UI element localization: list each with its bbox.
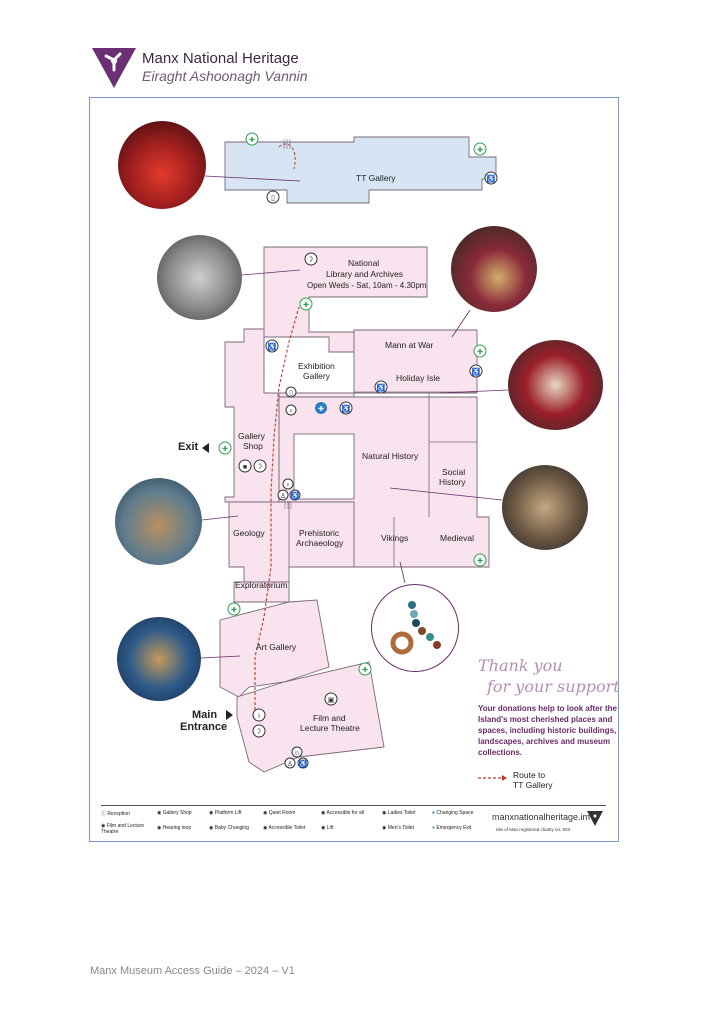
film-lecture-icon bbox=[325, 693, 337, 705]
platform-lift-icon bbox=[470, 365, 482, 377]
room-library-hours: Open Weds - Sat, 10am - 4.30pm bbox=[307, 281, 427, 290]
room-tt-gallery: TT Gallery bbox=[356, 173, 396, 183]
room-exhibition-line1: Exhibition bbox=[298, 361, 335, 371]
svg-text:✚: ✚ bbox=[222, 446, 228, 453]
baby-changing-icon bbox=[278, 490, 288, 500]
lift-icon bbox=[286, 387, 296, 397]
baby-changing-icon bbox=[285, 758, 295, 768]
svg-text:■: ■ bbox=[242, 464, 248, 471]
reception-icon bbox=[253, 709, 265, 721]
legend-divider bbox=[101, 805, 606, 806]
svg-text:✚: ✚ bbox=[303, 302, 309, 309]
room-natural-history: Natural History bbox=[362, 451, 419, 461]
svg-text:ʔ: ʔ bbox=[257, 729, 261, 736]
svg-text:✚: ✚ bbox=[249, 137, 255, 144]
room-social-history-line2: History bbox=[439, 477, 466, 487]
room-mann-at-war: Mann at War bbox=[385, 340, 434, 350]
accessible-toilet-icon bbox=[340, 402, 352, 414]
emergency-exit-icon bbox=[219, 442, 231, 454]
exit-label: Exit bbox=[178, 441, 199, 453]
svg-text:▯: ▯ bbox=[271, 195, 275, 202]
legend-ladies-toilet: ◉ Ladies Toilet bbox=[382, 810, 416, 816]
room-prehistoric-line2: Archaeology bbox=[296, 538, 344, 548]
emergency-exit-icon bbox=[359, 663, 371, 675]
svg-text:♿: ♿ bbox=[471, 369, 481, 376]
room-vikings: Vikings bbox=[381, 533, 409, 543]
legend-charity: Isle of Man registered charity no. 603 bbox=[496, 827, 571, 832]
ladies-toilet-icon bbox=[286, 405, 296, 415]
svg-text:▯: ▯ bbox=[289, 390, 293, 397]
room-social-history-line1: Social bbox=[442, 467, 466, 477]
svg-text:♿: ♿ bbox=[341, 406, 351, 413]
svg-text:✚: ✚ bbox=[477, 349, 483, 356]
svg-text:✚: ✚ bbox=[231, 607, 237, 614]
svg-text:♿: ♿ bbox=[376, 385, 386, 392]
svg-text:♿: ♿ bbox=[486, 176, 496, 183]
accessible-toilet-icon bbox=[298, 758, 308, 768]
room-medieval: Medieval bbox=[440, 533, 475, 543]
svg-text:i: i bbox=[258, 713, 260, 720]
lift-icon bbox=[267, 191, 279, 203]
emergency-exit-icon bbox=[228, 603, 240, 615]
svg-text:✚: ✚ bbox=[477, 558, 483, 565]
svg-text:♀: ♀ bbox=[285, 482, 291, 489]
svg-text:☺: ☺ bbox=[293, 750, 301, 757]
legend-mens-toilet: ◉ Men's Toilet bbox=[382, 825, 414, 831]
hearing-loop-icon bbox=[254, 460, 266, 472]
hearing-loop-icon bbox=[253, 725, 265, 737]
main-entrance-line1: Main bbox=[192, 709, 218, 721]
svg-text:✚: ✚ bbox=[318, 406, 324, 413]
legend-emergency-exit: ● Emergency Exit bbox=[432, 825, 472, 831]
hearing-loop-icon bbox=[305, 253, 317, 265]
thank-you-line1: Thank you bbox=[478, 656, 563, 675]
route-legend-line2: TT Gallery bbox=[513, 780, 553, 790]
svg-text:♙: ♙ bbox=[286, 761, 294, 768]
thank-you-line2: for your support bbox=[487, 677, 620, 696]
route-legend-line1: Route to bbox=[513, 770, 546, 780]
room-exploratorium: Exploratorium bbox=[235, 580, 288, 590]
room-prehistoric-line1: Prehistoric bbox=[299, 528, 340, 538]
room-film-line2: Lecture Theatre bbox=[300, 723, 360, 733]
legend-accessible-for-all: ◉ Accessible for all bbox=[321, 810, 364, 816]
platform-lift-icon bbox=[375, 381, 387, 393]
svg-text:✚: ✚ bbox=[362, 667, 368, 674]
emergency-exit-icon bbox=[246, 133, 258, 145]
svg-text:ʔ: ʔ bbox=[258, 464, 262, 471]
platform-lift-icon bbox=[266, 340, 278, 352]
gallery-shop-icon bbox=[239, 460, 251, 472]
room-geology: Geology bbox=[233, 528, 265, 538]
svg-text:♀: ♀ bbox=[288, 408, 294, 415]
room-gallery-shop-line1: Gallery bbox=[238, 431, 265, 441]
svg-text:♿: ♿ bbox=[298, 761, 308, 768]
room-library-line2: Library and Archives bbox=[326, 269, 404, 279]
svg-text:▣: ▣ bbox=[327, 697, 335, 704]
quiet-room-icon bbox=[292, 747, 302, 757]
svg-text:ʔ: ʔ bbox=[309, 257, 313, 264]
emergency-exit-icon bbox=[474, 143, 486, 155]
room-library-line1: National bbox=[348, 258, 380, 268]
legend bbox=[101, 810, 481, 838]
svg-text:✚: ✚ bbox=[477, 147, 483, 154]
svg-text:♿: ♿ bbox=[290, 493, 300, 500]
main-entrance-line2: Entrance bbox=[180, 721, 228, 733]
room-film-line1: Film and bbox=[313, 713, 346, 723]
legend-hearing-loop: ◉ Hearing loop bbox=[157, 825, 192, 831]
emergency-exit-icon bbox=[474, 554, 486, 566]
accessible-toilet-icon bbox=[290, 490, 300, 500]
legend-quiet-room: ◉ Quiet Room bbox=[263, 810, 296, 816]
legend-changing-space: ● Changing Space bbox=[432, 810, 474, 816]
legend-platform-lift: ◉ Platform Lift bbox=[209, 810, 242, 816]
legend-lift: ◉ Lift bbox=[321, 825, 334, 831]
room-exhibition-line2: Gallery bbox=[303, 371, 330, 381]
changing-space-icon bbox=[315, 402, 327, 414]
svg-text:♙: ♙ bbox=[279, 493, 287, 500]
org-subtitle: Eiraght Ashoonagh Vannin bbox=[142, 68, 308, 84]
legend-film-lecture: ◉ Film and Lecture Theatre bbox=[101, 823, 145, 835]
emergency-exit-icon bbox=[474, 345, 486, 357]
room-gallery-shop-line2: Shop bbox=[243, 441, 263, 451]
platform-lift-icon bbox=[485, 172, 497, 184]
org-name: Manx National Heritage bbox=[142, 50, 299, 67]
emergency-exit-icon bbox=[300, 298, 312, 310]
room-art-gallery: Art Gallery bbox=[256, 642, 297, 652]
donations-text: Your donations help to look after the Island's most cherished places and spaces, including historic buildings, landscapes, archives and museum collections. bbox=[478, 704, 617, 757]
legend-website: manxnationalheritage.im bbox=[492, 812, 591, 822]
legend-accessible-toilet: ◉ Accessible Toilet bbox=[263, 825, 306, 831]
legend-gallery-shop: ◉ Gallery Shop bbox=[157, 810, 192, 816]
ladies-toilet-icon bbox=[283, 479, 293, 489]
triskelion-small-icon bbox=[586, 810, 604, 827]
legend-reception: ⓘ Reception bbox=[101, 811, 130, 817]
legend-baby-changing: ◉ Baby Changing bbox=[209, 825, 249, 831]
route-legend-line bbox=[478, 773, 508, 783]
svg-text:♿: ♿ bbox=[267, 344, 277, 351]
page-footer: Manx Museum Access Guide – 2024 – V1 bbox=[90, 965, 295, 977]
room-holiday-isle: Holiday Isle bbox=[396, 373, 440, 383]
